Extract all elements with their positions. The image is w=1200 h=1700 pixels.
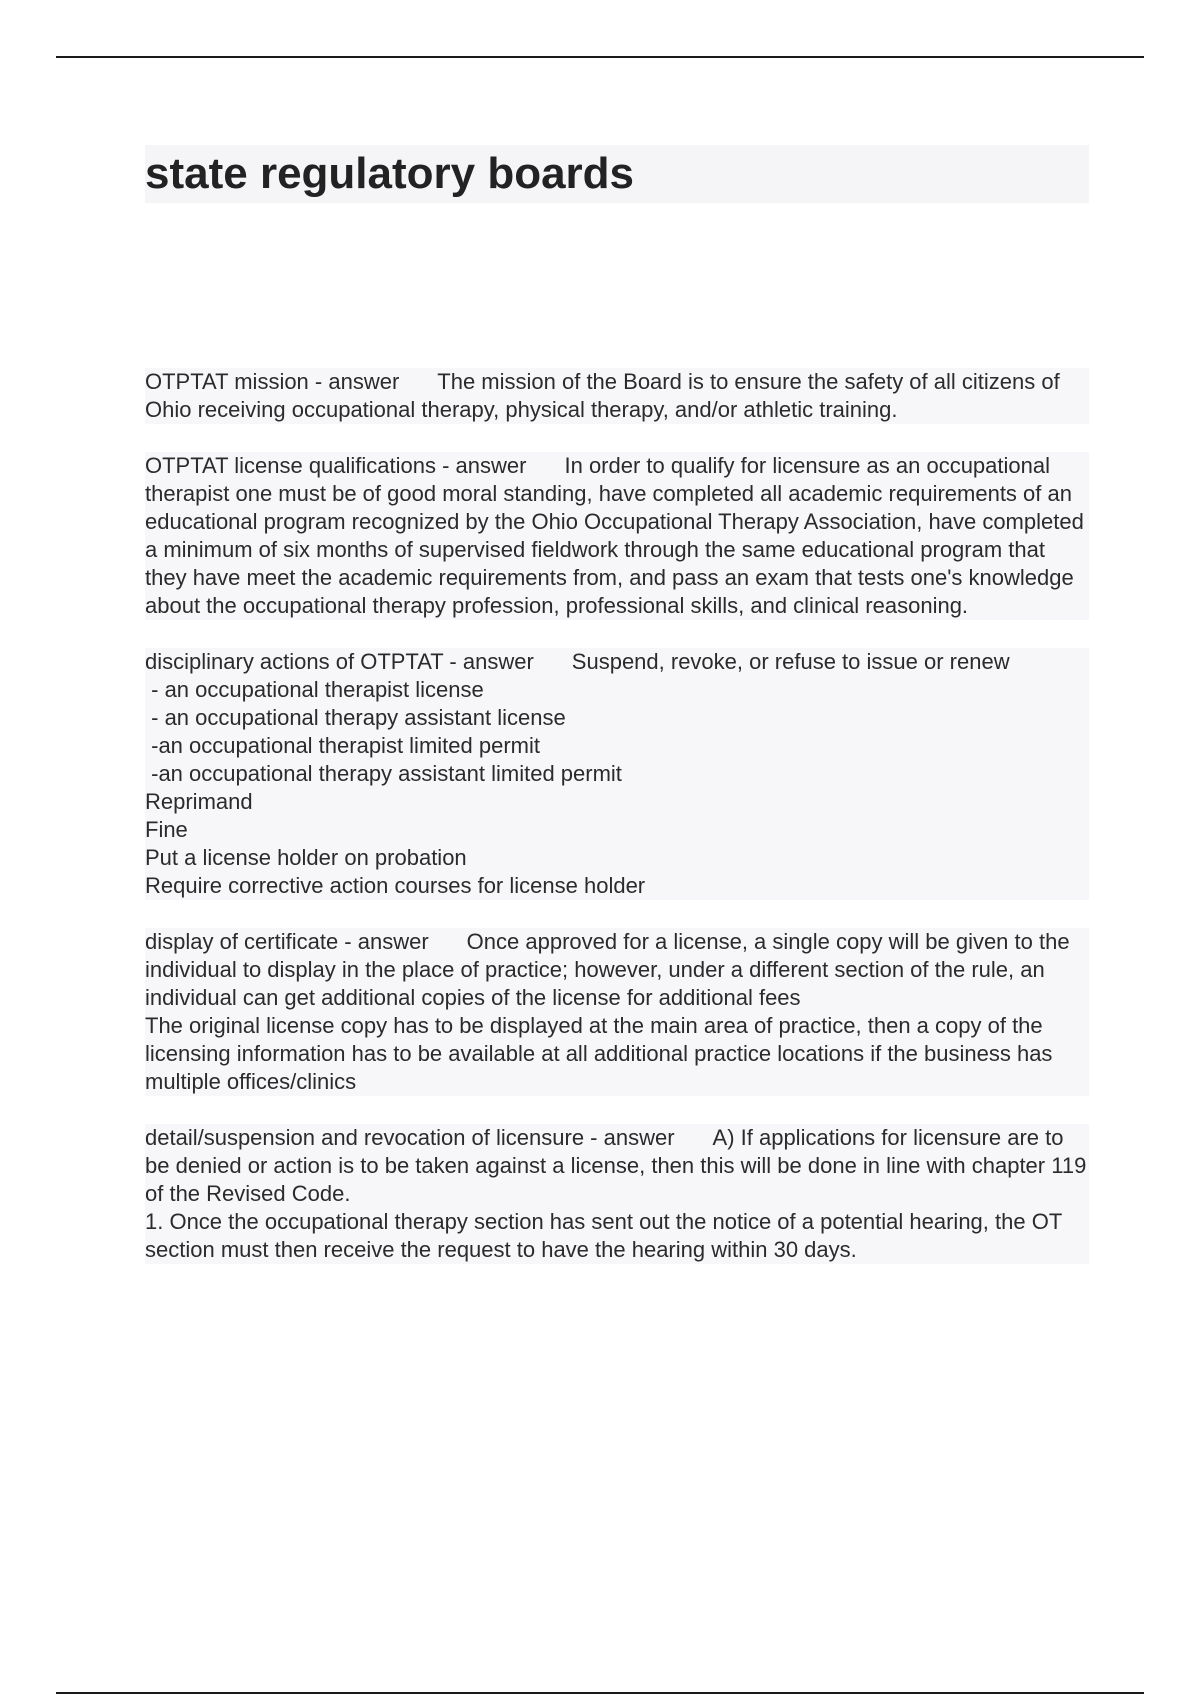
definition-line: The original license copy has to be displayed at the main area of practice, then a copy of the licensing information has to be available at all additional practice locations if the business has multiple offices/clinics [145, 1013, 1059, 1094]
flashcard-definition: Once approved for a license, a single copy will be given to the individual to display in the place of practice; however, under a different section of the rule, an individual can get additional copies of the license for additional fees [145, 929, 1076, 1010]
definition-line: Reprimand [145, 789, 253, 814]
top-rule [56, 56, 1144, 58]
flashcard-term: display of certificate - answer [145, 929, 429, 954]
definition-line: Put a license holder on probation [145, 845, 467, 870]
flashcard-term: detail/suspension and revocation of licensure - answer [145, 1125, 675, 1150]
flashcard [145, 452, 1089, 620]
flashcard-definition: Suspend, revoke, or refuse to issue or renew [571, 649, 1010, 674]
definition-line: Require corrective action courses for license holder [145, 873, 646, 898]
flashcard-term: OTPTAT mission - answer [145, 369, 400, 394]
flashcard-definition: The mission of the Board is to ensure the safety of all citizens of Ohio receiving occupational therapy, physical therapy, and/or athletic training. [145, 369, 1066, 422]
definition-line: - an occupational therapist license [145, 677, 484, 702]
page-title: state regulatory boards [145, 149, 635, 198]
flashcard [145, 368, 1089, 424]
flashcard-definition: A) If applications for licensure are to be denied or action is to be taken against a license, then this will be done in line with chapter 119 of the Revised Code. [145, 1125, 1093, 1206]
flashcard [145, 1124, 1093, 1264]
flashcard-list [145, 368, 1093, 1292]
definition-line: - an occupational therapy assistant license [145, 705, 566, 730]
flashcard-term: disciplinary actions of OTPTAT - answer [145, 649, 534, 674]
definition-line: 1. Once the occupational therapy section has sent out the notice of a potential hearing, the OT section must then receive the request to have the hearing within 30 days. [145, 1209, 1068, 1262]
flashcard-term: OTPTAT license qualifications - answer [145, 453, 527, 478]
flashcard-definition: In order to qualify for licensure as an occupational therapist one must be of good moral standing, have completed all academic requirements of an educational program recognized by the Ohio Occupational Therapy Association, have completed a minimum of six months of supervised fieldwork through the same educational program that they have meet the academic requirements from, and pass an exam that tests one's knowledge about the occupational therapy profession, professional skills, and clinical reasoning. [145, 453, 1090, 618]
definition-line: -an occupational therapy assistant limited permit [145, 761, 622, 786]
flashcard [145, 648, 1089, 900]
flashcard [145, 928, 1089, 1096]
bottom-rule [56, 1692, 1144, 1694]
definition-line: -an occupational therapist limited permit [145, 733, 540, 758]
definition-line: Fine [145, 817, 188, 842]
